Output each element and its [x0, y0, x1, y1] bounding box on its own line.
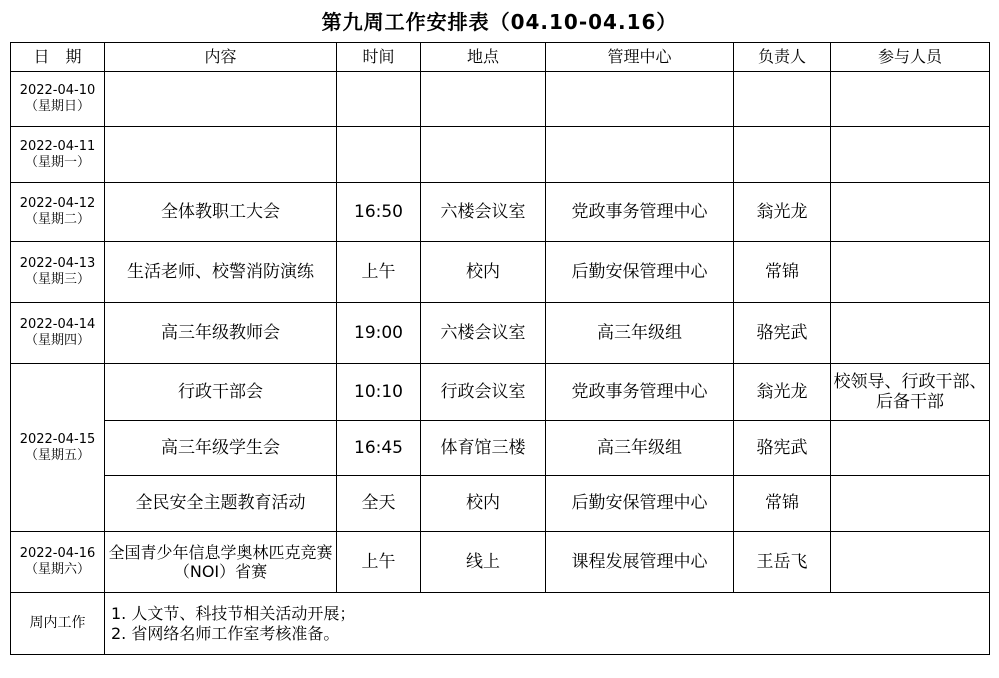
- weekly-work-item: 1. 人文节、科技节相关活动开展；: [111, 604, 356, 624]
- table-row: [11, 183, 990, 242]
- header-date: 日 期: [11, 43, 105, 72]
- center-cell: 课程发展管理中心: [546, 532, 734, 593]
- owner-cell: 骆宪武: [734, 303, 831, 364]
- date-cell: [11, 364, 105, 532]
- header-place: 地点: [421, 43, 546, 72]
- weekly-work-notes: [105, 593, 990, 655]
- participants-cell: [831, 242, 990, 303]
- date-value: 2022-04-16: [19, 546, 96, 562]
- time-cell: 10:10: [337, 364, 421, 421]
- date-value: 2022-04-12: [19, 196, 96, 212]
- owner-cell: 翁光龙: [734, 183, 831, 242]
- content-cell: 全民安全主题教育活动: [105, 476, 337, 532]
- place-cell: [421, 127, 546, 183]
- header-owner: 负责人: [734, 43, 831, 72]
- time-cell: [337, 72, 421, 127]
- date-value: 2022-04-11: [19, 138, 96, 154]
- owner-cell: 骆宪武: [734, 421, 831, 476]
- weekday-value: （星期四）: [24, 333, 90, 348]
- content-cell: 高三年级学生会: [105, 421, 337, 476]
- center-cell: 后勤安保管理中心: [546, 476, 734, 532]
- header-center: 管理中心: [546, 43, 734, 72]
- table-row: [11, 72, 990, 127]
- owner-cell: 王岳飞: [734, 532, 831, 593]
- place-cell: 行政会议室: [421, 364, 546, 421]
- weekday-value: （星期五）: [24, 447, 90, 463]
- page-title: 第九周工作安排表（04.10-04.16）: [321, 10, 678, 34]
- place-cell: 线上: [421, 532, 546, 593]
- weekday-value: （星期二）: [24, 212, 90, 227]
- date-cell: [11, 303, 105, 364]
- participants-cell: [831, 421, 990, 476]
- date-value: 2022-04-13: [19, 256, 96, 272]
- owner-cell: [734, 72, 831, 127]
- schedule-table: [10, 42, 990, 655]
- time-cell: 16:50: [337, 183, 421, 242]
- date-value: 2022-04-15: [19, 431, 96, 447]
- content-cell: 生活老师、校警消防演练: [105, 242, 337, 303]
- date-value: 2022-04-10: [19, 83, 96, 99]
- participants-cell: [831, 127, 990, 183]
- time-cell: 19:00: [337, 303, 421, 364]
- owner-cell: 翁光龙: [734, 364, 831, 421]
- center-cell: 党政事务管理中心: [546, 183, 734, 242]
- table-row: [11, 242, 990, 303]
- date-cell: [11, 242, 105, 303]
- place-cell: 校内: [421, 476, 546, 532]
- content-cell: 高三年级教师会: [105, 303, 337, 364]
- header-content: 内容: [105, 43, 337, 72]
- center-cell: 党政事务管理中心: [546, 364, 734, 421]
- place-cell: 六楼会议室: [421, 303, 546, 364]
- weekly-work-label: 周内工作: [11, 593, 105, 655]
- participants-cell: [831, 532, 990, 593]
- owner-cell: 常锦: [734, 242, 831, 303]
- table-row: [11, 303, 990, 364]
- center-cell: 后勤安保管理中心: [546, 242, 734, 303]
- time-cell: 16:45: [337, 421, 421, 476]
- center-cell: 高三年级组: [546, 303, 734, 364]
- date-cell: [11, 183, 105, 242]
- center-cell: 高三年级组: [546, 421, 734, 476]
- time-cell: 上午: [337, 532, 421, 593]
- date-cell: [11, 532, 105, 593]
- participants-cell: 校领导、行政干部、后备干部: [831, 364, 990, 421]
- weekday-value: （星期日）: [24, 99, 90, 114]
- place-cell: 校内: [421, 242, 546, 303]
- header-participants: 参与人员: [831, 43, 990, 72]
- weekly-work-row: [11, 593, 990, 655]
- weekday-value: （星期三）: [24, 272, 90, 287]
- place-cell: [421, 72, 546, 127]
- content-cell: 全国青少年信息学奥林匹克竞赛（NOI）省赛: [105, 532, 337, 593]
- table-row: [11, 476, 990, 532]
- table-row: [11, 127, 990, 183]
- header-time: 时间: [337, 43, 421, 72]
- time-cell: [337, 127, 421, 183]
- time-cell: 上午: [337, 242, 421, 303]
- content-cell: 全体教职工大会: [105, 183, 337, 242]
- place-cell: 六楼会议室: [421, 183, 546, 242]
- content-cell: 行政干部会: [105, 364, 337, 421]
- header-row: [11, 43, 990, 72]
- participants-cell: [831, 476, 990, 532]
- place-cell: 体育馆三楼: [421, 421, 546, 476]
- table-row: [11, 532, 990, 593]
- weekly-work-item: 2. 省网络名师工作室考核准备。: [111, 623, 340, 643]
- date-cell: [11, 72, 105, 127]
- center-cell: [546, 72, 734, 127]
- owner-cell: [734, 127, 831, 183]
- participants-cell: [831, 303, 990, 364]
- center-cell: [546, 127, 734, 183]
- time-cell: 全天: [337, 476, 421, 532]
- participants-cell: [831, 183, 990, 242]
- date-cell: [11, 127, 105, 183]
- content-cell: [105, 127, 337, 183]
- table-row: [11, 364, 990, 421]
- date-value: 2022-04-14: [19, 317, 96, 333]
- owner-cell: 常锦: [734, 476, 831, 532]
- table-row: [11, 421, 990, 476]
- weekday-value: （星期一）: [24, 154, 90, 170]
- weekday-value: （星期六）: [24, 562, 90, 577]
- participants-cell: [831, 72, 990, 127]
- content-cell: [105, 72, 337, 127]
